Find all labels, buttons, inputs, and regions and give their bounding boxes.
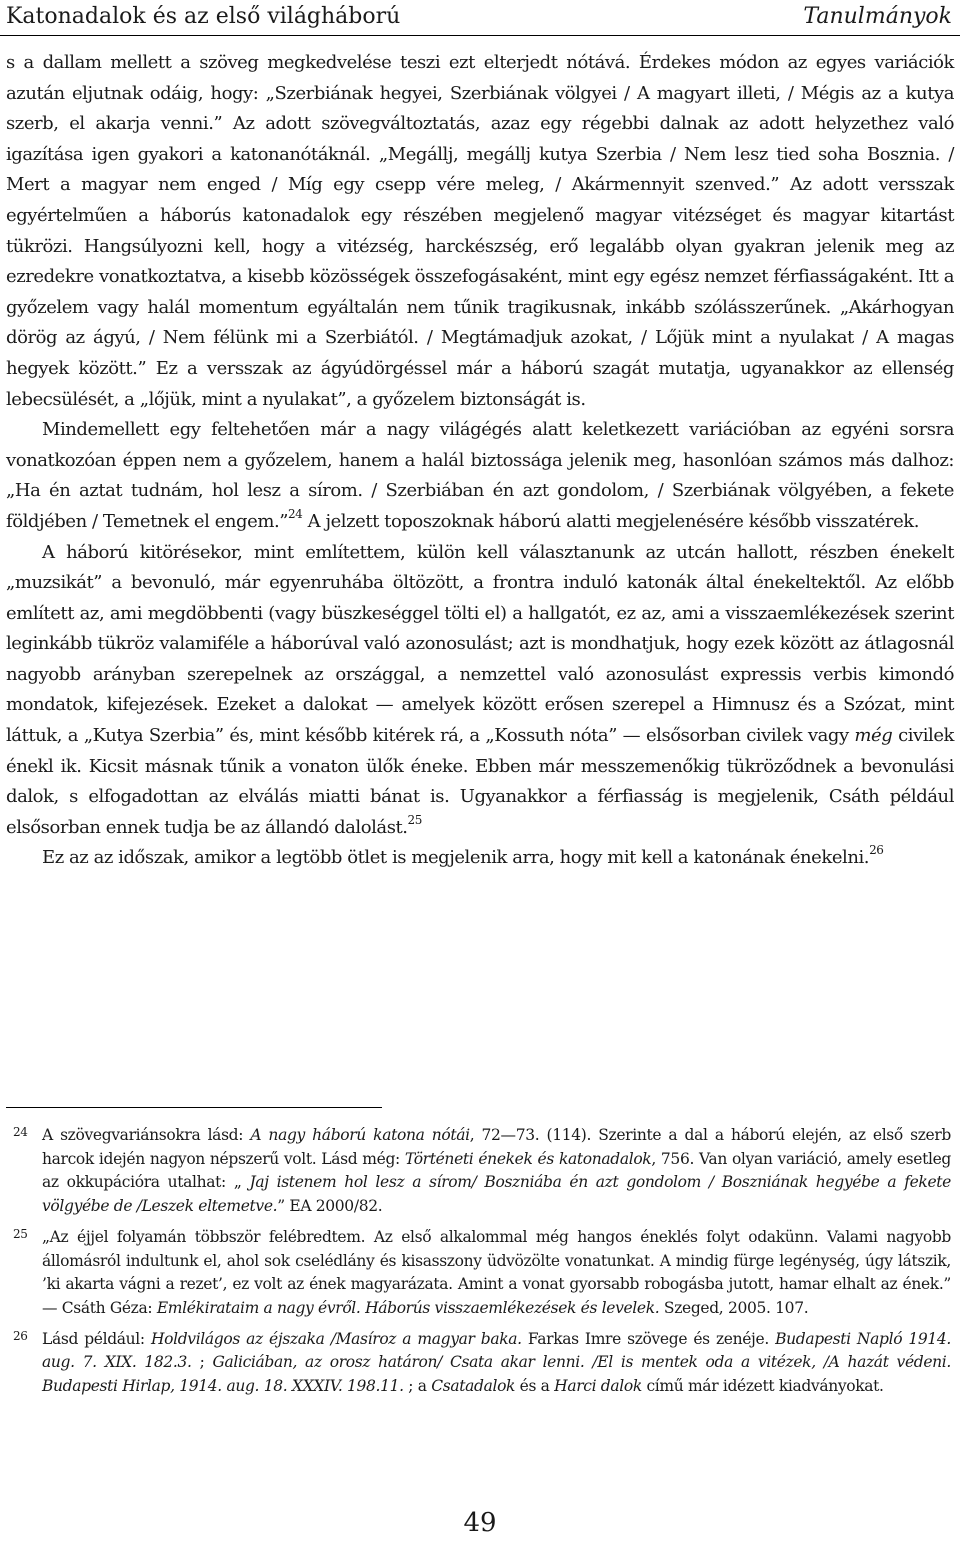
footnote-reference: 24 [287, 506, 303, 521]
italic-text-run: Emlékirataim a nagy évről. Háborús visszaemlékezések és levelek. [156, 1298, 660, 1317]
text-run: A jelzett toposzoknak háború alatti megjelenésére később visszatérek. [302, 510, 920, 532]
italic-text-run: Harci dalok [554, 1377, 642, 1396]
text-run: ” EA 2000/82. [277, 1197, 383, 1216]
footnote [6, 1328, 951, 1399]
footnote [6, 1226, 951, 1321]
italic-text-run: Galiciában, az orosz határon/ Csata akar lenni. /El is mentek oda a vitézek, /A hazát védeni. Budapesti Hirlap, 1914. aug. 18. XXXIV. 198.11. [42, 1353, 951, 1396]
text-run: Ez az az időszak, amikor a legtöbb ötlet is megjelenik arra, hogy mit kell a katonának énekelni. [42, 847, 870, 869]
text-run: , 72—73. (114). Szerinte a dal a háború elején, az első szerb harcok idején nagyon népszerű volt. Lásd még: [42, 1126, 951, 1168]
italic-text-run: A nagy háború katona nótái [250, 1126, 470, 1144]
text-run: „Az éjjel folyamán többször felébredtem. Az első alkalommal még hangos éneklés folyt odakünn. Valami nagyobb állomásról indultunk el, ahol sok cselédlány és kisasszony üdvözölte vonatunkat. A mindig fürge legénység, úgy látszik, ’ki akarta vágni a rezet’, ez volt az ének magyarázata. Amint a vonat gyorsabb robogásba jutott, hamar elhalt az ének.” — Csáth Géza: [42, 1227, 951, 1317]
text-run: című már idézett kiadványokat. [641, 1377, 884, 1396]
paragraph [6, 538, 954, 844]
paragraph [6, 415, 954, 537]
italic-text-run: Csatadalok [431, 1377, 516, 1396]
footnote-number: 26 [13, 1328, 28, 1343]
footnote-reference: 26 [869, 843, 884, 858]
text-run: Szeged, 2005. 107. [659, 1298, 809, 1317]
paragraph [6, 843, 954, 874]
footnote [6, 1124, 951, 1219]
header-rule [0, 35, 960, 36]
footnote-rule [6, 1107, 382, 1108]
footnote-number: 25 [13, 1226, 28, 1241]
running-header [0, 0, 960, 38]
italic-text-run: Holdvilágos az éjszaka /Masíroz a magyar baka. [150, 1329, 522, 1348]
page-number: 49 [463, 1508, 497, 1538]
text-run: Farkas Imre szövege és zenéje. [521, 1329, 776, 1348]
header-title: Katonadalok és az első világháború [6, 4, 401, 29]
text-run: , 756. Van olyan variáció, amely esetleg az okkupációra utalhat: „ [42, 1149, 951, 1192]
text-run: A háború kitörésekor, mint említettem, külön kell választanunk az utcán hallott, részben énekelt „muzsikát” a bevonuló, már egyenruhába öltözött, a frontra induló katonák által énekeltektől. Az előbb említett az, ami megdöbbenti (vagy büszkeséggel tölti el) a hallgatót, ez az, ami a visszaemlékezések szerint leginkább tükröz valamiféle a háborúval való azonosulást; azt is mondhatjuk, hogy ezek között az átlagosnál nagyobb arányban szerepelnek az országgal, a nemzettel való azonosulást expressis verbis kimondó mondatok, kifejezések. Ezeket a dalokat — amelyek között erősen szerepel a Himnusz és a Szózat, mint láttuk, a „Kutya Szerbia” és, mint később kitérek rá, a „Kossuth nóta” — elsősorban civilek vagy [6, 541, 954, 747]
footnotes [6, 1124, 951, 1406]
text-run: ; a [403, 1377, 432, 1396]
header-section: Tanulmányok [803, 4, 952, 29]
text-run: A szövegvariánsokra lásd: [42, 1126, 251, 1144]
text-run: Lásd például: [42, 1329, 151, 1348]
text-run: ; [191, 1353, 213, 1372]
footnote-number: 24 [13, 1125, 28, 1139]
footnote-reference: 25 [407, 812, 422, 827]
paragraph [6, 48, 954, 415]
text-run: s a dallam mellett a szöveg megkedvelése teszi ezt elterjedt nótává. Érdekes módon az egyes variációk azután eljutnak odáig, hogy: „Szerbiának hegyei, Szerbiának völgyei / A magyart illeti, / Mégis az a kutya szerb, el akarja venni.” Az adott szövegváltoztatás, azaz egy régebbi dalnak az adott helyzethez való igazítása igen gyakori a katonanótáknál. „Megállj, megállj kutya Szerbia / Nem lesz tied soha Bosznia. / Mert a magyar nem enged / Míg egy csepp vére meleg, / Akármennyit szenved.” Az adott versszak egyértelműen a háborús katonadalok egy részében megjelenő magyar vitézséget és magyar kitartást tükrözi. Hangsúlyozni kell, hogy a vitézség, harckészség, erő legalább olyan gyakran jelenik meg az ezredekre vonatkoztatva, a kisebb közösségek összefogásaként, mint egy egész nemzet férfiasságaként. Itt a győzelem vagy halál momentum egyáltalán nem tűnik tragikusnak, inkább szólásszerűnek. „Akárhogyan dörög az ágyú, / Nem félünk mi a Szerbiától. / Megtámadjuk azokat, / Lőjük mint a nyulakat / A magas hegyek között.” Ez a versszak az ágyúdörgéssel már a háború szagát mutatja, ugyanakkor az ellenség lebecsülését, a „lőjük, mint a nyulakat”, a győzelem biztonságát is. [6, 52, 954, 410]
body-text [6, 48, 954, 874]
italic-text-run: Jaj istenem hol lesz a sírom/ Boszniába én azt gondolom / Boszniának hegyébe a fekete völgyébe de /Leszek eltemetve. [42, 1173, 952, 1216]
italic-text-run: Budapesti Napló 1914. aug. 7. XIX. 182.3. [42, 1329, 951, 1372]
italic-text-run: még [854, 725, 893, 747]
italic-text-run: Történeti énekek és katonadalok [404, 1149, 652, 1168]
text-run: civilek énekl ik. Kicsit másnak tűnik a vonaton ülők éneke. Ebben már messzemenőkig tükröződnek a bevonulási dalok, s elfogadottan az elválás miatti bánat is. Ugyanakkor a férfiasság is megjelenik, Csáth például elsősorban ennek tudja be az állandó dalolást. [6, 725, 954, 838]
text-run: és a [515, 1377, 555, 1396]
text-run: Mindemellett egy feltehetően már a nagy világégés alatt keletkezett variációban az egyéni sorsra vonatkozóan éppen nem a győzelem, hanem a halál biztossága jelenik meg, hasonlóan számos más dalhoz: „Ha én aztat tudnám, hol lesz a sírom. / Szerbiában én azt gondolom, / Szerbiának völgyében, a fekete földjében / Temetnek el engem.” [6, 419, 954, 532]
